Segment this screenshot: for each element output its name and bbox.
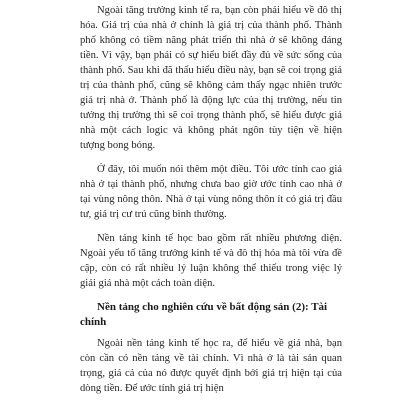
paragraph-finance: Ngoài nền tảng kinh tế học ra, để hiểu về giá nhà, bạn còn cần có nền tảng về tài chính. Vì nhà ở là tài sản quan trọng, giá cả của nó được quyết định bởi giá trị hiện tại của dòng tiền. Để ước tính giá trị hiện (80, 338, 342, 394)
paragraph-urbanization: Ngoài tăng trưởng kinh tế ra, bạn còn phải hiểu về đô thị hóa. Giá trị của nhà ở chính là giá trị của thành phố. Thành phố không có tiềm năng phát triển thì nhà ở sẽ không đáng tiền. Vì vậy, bạn phải có sự hiểu biết đầy đủ về sức sống của thành phố. Sau khi đã thấu hiểu điều này, bạn sẽ coi trọng giá trị của thành phố, cũng sẽ không cảm thấy ngạc nhiên trước giá trị nhà ở. Thành phố là động lực của thị trường, nếu tin tưởng thị trường thì sẽ coi trọng thành phố, sẽ hiểu được giá nhà một cách logic và không phát ngôn tùy tiện về hiện tượng bong bóng. (80, 5, 342, 151)
text-column (80, 0, 342, 396)
paragraph-economic-foundation: Nền tảng kinh tế học bao gồm rất nhiều phương diện. Ngoài yếu tố tăng trưởng kinh tế và đô thị hóa mà tôi vừa đề cập, còn có rất nhiều lý luận không thể thiếu trong việc lý giải giá nhà một cách toàn diện. (80, 233, 342, 289)
section-heading: Nền tảng cho nghiên cứu về bất động sản (2): Tài chính (80, 301, 328, 328)
paragraph-rural-housing: Ở đây, tôi muốn nói thêm một điều. Tôi ước tính cao giá nhà ở tại thành phố, nhưng chưa bao giờ ước tính cao nhà ở tại vùng nông thôn. Nhà ở tại vùng nông thôn ít có giá trị đầu tư, giá trị cư trú cũng bình thường. (80, 164, 342, 220)
